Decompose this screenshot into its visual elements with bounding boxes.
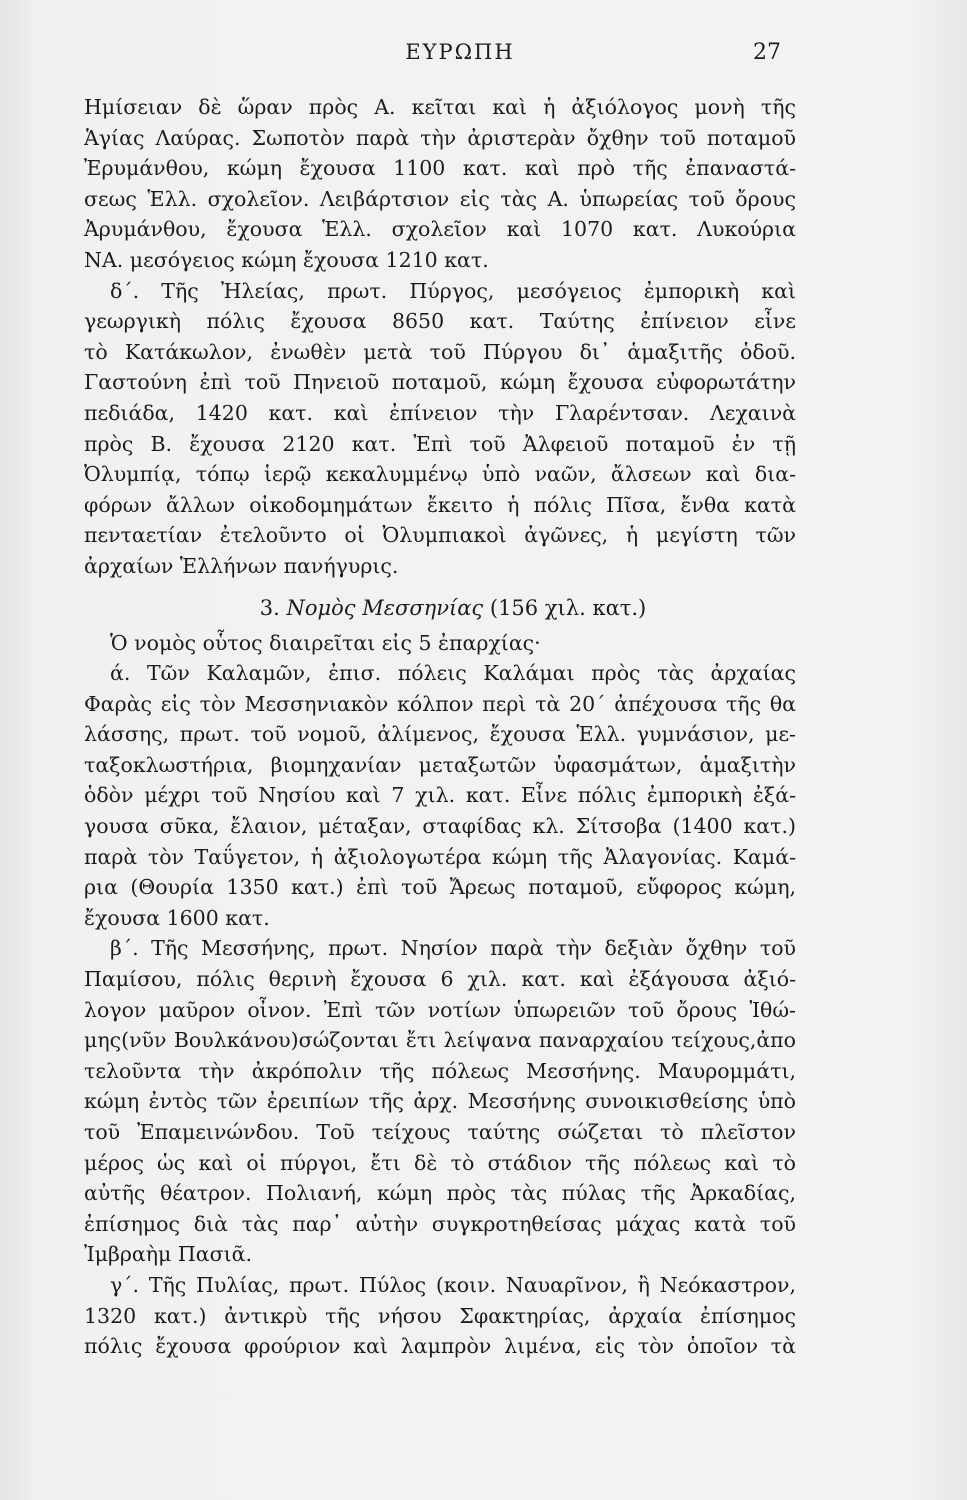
- text-line: πρὸς Β. ἔχουσα 2120 κατ. Ἐπὶ τοῦ Ἀλφειοῦ ποταμοῦ ἐν τῇ: [84, 431, 796, 456]
- text-line: Ἀρυμάνθου, ἔχουσα Ἑλλ. σχολεῖον καὶ 1070 κατ. Λυκούρια: [84, 217, 796, 242]
- text-line: αὐτῆς θέατρον. Πολιανή, κώμη πρὸς τὰς πύλας τῆς Ἀρκαδίας,: [84, 1181, 796, 1206]
- text-line: πενταετίαν ἐτελοῦντο οἱ Ὀλυμπιακοὶ ἀγῶνες, ἡ μεγίστη τῶν: [84, 523, 796, 548]
- text-line: Ημίσειαν δὲ ὥραν πρὸς Α. κεῖται καὶ ἡ ἀξιόλογος μονὴ τῆς: [84, 95, 796, 119]
- text-line: δ΄. Τῆς Ἠλείας, πρωτ. Πύργος, μεσόγειος ἐμπορικὴ καὶ: [110, 278, 796, 303]
- text-line: ὁδὸν μέχρι τοῦ Νησίου καὶ 7 χιλ. κατ. Εἶνε πόλις ἐμπορικὴ ἐξά-: [84, 783, 796, 808]
- text-line: σεως Ἑλλ. σχολεῖον. Λειβάρτσιον εἰς τὰς Α. ὑπωρείας τοῦ ὄρους: [84, 186, 796, 211]
- paragraphs-elis: [84, 92, 796, 582]
- text-line: ἀρχαίων Ἑλλήνων πανήγυρις.: [84, 553, 399, 578]
- text-line: Ἰμβραὴμ Πασιᾶ.: [84, 1242, 252, 1267]
- text-line: β΄. Τῆς Μεσσήνης, πρωτ. Νησίον παρὰ τὴν δεξιὰν ὄχθην τοῦ: [110, 936, 796, 961]
- text-line: φόρων ἄλλων οἰκοδομημάτων ἔκειτο ἡ πόλις Πῖσα, ἔνθα κατὰ: [84, 492, 796, 517]
- text-line: ά. Τῶν Καλαμῶν, ἐπισ. πόλεις Καλάμαι πρὸς τὰς ἀρχαίας: [110, 661, 796, 686]
- text-line: ἐπίσημος διὰ τὰς παρ᾽ αὐτὴν συγκροτηθείσας μάχας κατὰ τοῦ: [84, 1211, 796, 1236]
- text-line: Ὁ νομὸς οὗτος διαιρεῖται εἰς 5 ἐπαρχίας·: [110, 630, 541, 655]
- body-text: [84, 92, 796, 1362]
- text-line: 1320 κατ.) ἀντικρὺ τῆς νήσου Σφακτηρίας, ἀρχαία ἐπίσημος: [84, 1303, 796, 1328]
- text-line: γουσα σῦκα, ἔλαιον, μέταξαν, σταφίδας κλ. Σίτσοβα (1400 κατ.): [84, 814, 796, 839]
- text-line: γ΄. Τῆς Πυλίας, πρωτ. Πύλος (κοιν. Ναυαρῖνον, ἢ Νεόκαστρον,: [110, 1272, 796, 1297]
- text-line: Παμίσου, πόλις θερινὴ ἔχουσα 6 χιλ. κατ. καὶ ἐξάγουσα ἀξιό-: [84, 967, 796, 992]
- text-line: ΝΑ. μεσόγειος κώμη ἔχουσα 1210 κατ.: [84, 247, 489, 272]
- text-line: Ἁγίας Λαύρας. Σωποτὸν παρὰ τὴν ἀριστερὰν ὄχθην τοῦ ποταμοῦ: [84, 125, 796, 150]
- text-line: λογον μαῦρον οἶνον. Ἐπὶ τῶν νοτίων ὑπωρειῶν τοῦ ὄρους Ἰθώ-: [84, 997, 796, 1022]
- text-line: τὸ Κατάκωλον, ἐνωθὲν μετὰ τοῦ Πύργου δι᾽ ἁμαξιτῆς ὁδοῦ.: [84, 339, 796, 364]
- section-name: Νομὸς Μεσσηνίας: [286, 595, 484, 620]
- text-line: πόλις ἔχουσα φρούριον καὶ λαμπρὸν λιμένα, εἰς τὸν ὁποῖον τὰ: [84, 1334, 796, 1359]
- page-title: ΕΥΡΩΠΗ: [405, 40, 515, 64]
- section-heading: [84, 588, 796, 628]
- text-line: κώμη ἐντὸς τῶν ἐρειπίων τῆς ἀρχ. Μεσσήνης συνοικισθείσης ὑπὸ: [84, 1089, 796, 1114]
- text-line: Ἐρυμάνθου, κώμη ἔχουσα 1100 κατ. καὶ πρὸ τῆς ἐπαναστά-: [84, 156, 796, 181]
- text-line: πεδιάδα, 1420 κατ. καὶ ἐπίνειον τὴν Γλαρέντσαν. Λεχαινὰ: [84, 400, 796, 425]
- text-line: μέρος ὡς καὶ οἱ πύργοι, ἔτι δὲ τὸ στάδιον τῆς πόλεως καὶ τὸ: [84, 1150, 796, 1175]
- text-line: ταξοκλωστήρια, βιομηχανίαν μεταξωτῶν ὑφασμάτων, ἁμαξιτὴν: [84, 752, 796, 777]
- text-line: ἔχουσα 1600 κατ.: [84, 905, 270, 930]
- paragraphs-messinia: [84, 628, 796, 1362]
- running-head: [0, 40, 967, 74]
- section-number: 3.: [259, 595, 280, 620]
- text-line: λάσσης, πρωτ. τοῦ νομοῦ, ἀλίμενος, ἔχουσα Ἑλλ. γυμνάσιον, με-: [84, 722, 796, 747]
- text-line: Ὀλυμπίᾳ, τόπῳ ἱερῷ κεκαλυμμένῳ ὑπὸ ναῶν, ἄλσεων καὶ δια-: [84, 462, 796, 487]
- text-line: τελοῦντα τὴν ἀκρόπολιν τῆς πόλεως Μεσσήνης. Μαυρομμάτι,: [84, 1058, 796, 1083]
- text-line: ρια (Θουρία 1350 κατ.) ἐπὶ τοῦ Ἄρεως ποταμοῦ, εὔφορος κώμη,: [84, 875, 796, 900]
- text-line: γεωργικὴ πόλις ἔχουσα 8650 κατ. Ταύτης ἐπίνειον εἶνε: [84, 309, 796, 334]
- text-line: Φαρὰς εἰς τὸν Μεσσηνιακὸν κόλπον περὶ τὰ 20΄ ἀπέχουσα τῆς θα: [84, 691, 796, 716]
- section-detail: (156 χιλ. κατ.): [489, 595, 647, 620]
- text-line: Γαστούνη ἐπὶ τοῦ Πηνειοῦ ποταμοῦ, κώμη ἔχουσα εὐφορωτάτην: [84, 370, 796, 395]
- page-number: 27: [753, 40, 781, 65]
- text-line: τοῦ Ἐπαμεινώνδου. Τοῦ τείχους ταύτης σώζεται τὸ πλεῖστον: [84, 1120, 796, 1144]
- text-line: μης(νῦν Βουλκάνου)σώζονται ἔτι λείψανα παναρχαίου τείχους,ἀπο: [84, 1028, 796, 1053]
- text-line: παρὰ τὸν Ταΰγετον, ἡ ἀξιολογωτέρα κώμη τῆς Ἀλαγονίας. Καμά-: [84, 844, 796, 869]
